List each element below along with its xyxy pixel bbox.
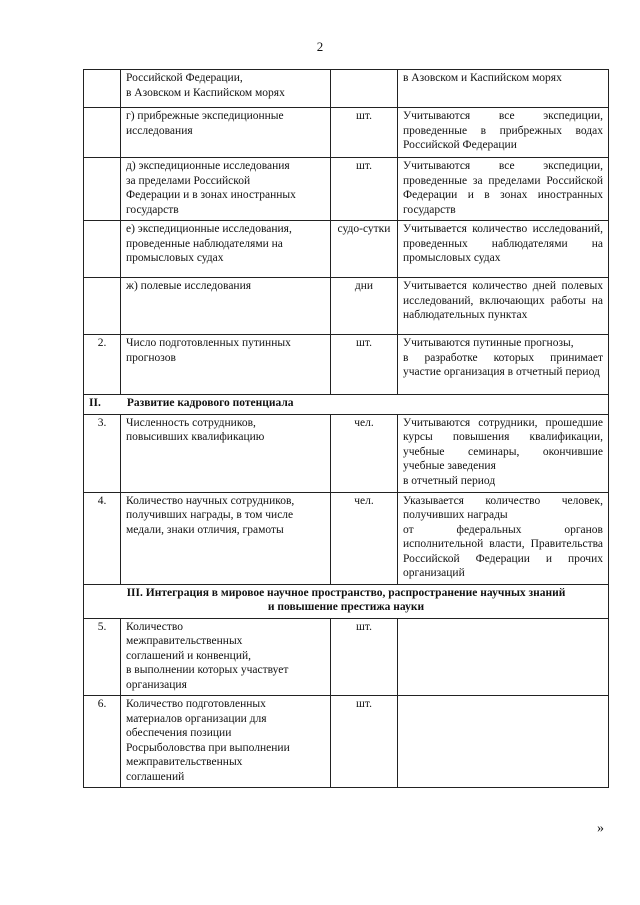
- indicator-name-line: Федерации и в зонах иностранных: [126, 189, 296, 201]
- indicator-description: [398, 618, 609, 696]
- indicator-description-text: Учитываются все экспедиции, проведенные за пределами Российской Федерации и в зонах иностранных государств: [403, 160, 603, 216]
- indicator-name-line: Росрыболовства при выполнении: [126, 741, 290, 754]
- indicator-name-line: в выполнении которых участвует: [126, 664, 289, 676]
- table-row: [84, 618, 609, 696]
- unit-of-measure: чел.: [331, 414, 398, 492]
- indicator-name-line: соглашений и конвенций,: [126, 649, 252, 662]
- indicator-name-line: е) экспедиционные исследования,: [126, 223, 292, 235]
- indicator-name: [121, 70, 331, 108]
- indicator-description-text: Учитывается количество дней полевых исследований, включающих работы на наблюдательных пунктах: [403, 280, 603, 321]
- indicator-description-text: Учитываются путинные прогнозы,: [403, 337, 574, 349]
- unit-of-measure: дни: [331, 278, 398, 335]
- table-row: [84, 278, 609, 335]
- table-row: [84, 158, 609, 221]
- indicator-name-line: соглашений: [126, 770, 185, 783]
- indicator-description: [398, 158, 609, 221]
- indicator-name: [121, 618, 331, 696]
- indicator-name: [121, 414, 331, 492]
- indicator-description-text: Учитываются сотрудники, прошедшие курсы повышения квалификации, учебные семинары, окончившие учебные заведения: [403, 416, 603, 472]
- indicator-description: [398, 108, 609, 158]
- unit-of-measure: шт.: [331, 618, 398, 696]
- row-number: [84, 278, 121, 335]
- indicator-description-text: Указывается количество человек, получивших награды: [403, 494, 603, 521]
- row-number: 4.: [84, 492, 121, 584]
- indicator-description: [398, 221, 609, 278]
- indicators-table: [83, 69, 609, 788]
- indicator-name: [121, 108, 331, 158]
- section-2-roman: II.: [89, 397, 101, 409]
- indicator-name-line: межправительственных: [126, 756, 243, 768]
- table-body-mid: [84, 414, 609, 584]
- indicator-name-line: Численность сотрудников,: [126, 416, 256, 429]
- table-row: [84, 221, 609, 278]
- indicator-description: [398, 696, 609, 788]
- closing-quote-mark: »: [597, 821, 604, 836]
- indicator-name-line: д) экспедиционные исследования: [126, 160, 290, 172]
- indicator-name-line: г) прибрежные экспедиционные: [126, 110, 284, 122]
- indicator-description-text: в Азовском и Каспийском морях: [403, 72, 562, 84]
- indicator-name-line: Количество научных сотрудников,: [126, 494, 295, 507]
- indicator-name: [121, 696, 331, 788]
- table-body-top: [84, 70, 609, 395]
- indicator-description-text: в отчетный период: [403, 474, 496, 487]
- indicator-description-text: Учитываются все экспедиции, проведенные в прибрежных водах Российской Федерации: [403, 110, 603, 151]
- section-2-title: Развитие кадрового потенциала: [126, 397, 294, 409]
- indicator-name-line: Российской Федерации,: [126, 72, 243, 84]
- unit-of-measure: [331, 70, 398, 108]
- row-number: 3.: [84, 414, 121, 492]
- indicator-name-line: промысловых судах: [126, 252, 224, 264]
- indicator-name-line: проведенные наблюдателями на: [126, 237, 283, 250]
- row-number: 2.: [84, 335, 121, 395]
- indicator-name-line: получивших награды, в том числе: [126, 509, 294, 521]
- indicator-description-text: Учитывается количество исследований, проведенных наблюдателями на промысловых судах: [403, 223, 603, 264]
- indicator-name: [121, 158, 331, 221]
- row-number: 5.: [84, 618, 121, 696]
- indicator-name-line: организация: [126, 678, 187, 691]
- table-row: [84, 70, 609, 108]
- row-number: [84, 70, 121, 108]
- indicator-name-line: обеспечения позиции: [126, 727, 232, 739]
- row-number: [84, 158, 121, 221]
- table-body-bottom: [84, 618, 609, 788]
- indicator-name-line: исследования: [126, 124, 193, 137]
- row-number: 6.: [84, 696, 121, 788]
- indicator-description: [398, 70, 609, 108]
- indicator-description-text: в разработке которых принимает участие организация в отчетный период: [403, 351, 603, 378]
- table-row: [84, 414, 609, 492]
- indicator-name-line: Число подготовленных путинных: [126, 337, 291, 349]
- indicator-name-line: государств: [126, 203, 179, 216]
- unit-of-measure: судо-сутки: [331, 221, 398, 278]
- table-row: [84, 108, 609, 158]
- indicator-name-line: Количество: [126, 620, 183, 633]
- section-3-title-line1: III. Интеграция в мировое научное пространство, распространение научных знаний: [126, 586, 566, 599]
- indicator-name-line: материалов организации для: [126, 712, 267, 725]
- indicator-name-line: в Азовском и Каспийском морях: [126, 86, 285, 99]
- indicator-name-line: Количество подготовленных: [126, 698, 266, 710]
- indicator-description: [398, 492, 609, 584]
- indicator-description: [398, 414, 609, 492]
- indicator-description: [398, 278, 609, 335]
- section-2-header: [84, 395, 609, 415]
- indicator-name-line: медали, знаки отличия, грамоты: [126, 523, 284, 536]
- section-3-title-line2: и повышение престижа науки: [267, 601, 425, 613]
- row-number: [84, 108, 121, 158]
- indicator-name-line: межправительственных: [126, 635, 243, 647]
- page-number: 2: [316, 39, 324, 54]
- row-number: [84, 221, 121, 278]
- unit-of-measure: шт.: [331, 696, 398, 788]
- indicator-description: [398, 335, 609, 395]
- indicator-name: [121, 278, 331, 335]
- table-row: [84, 335, 609, 395]
- indicator-name-line: прогнозов: [126, 351, 176, 364]
- indicator-name-line: за пределами Российской: [126, 174, 251, 187]
- indicator-name: [121, 221, 331, 278]
- indicator-name-line: повысивших квалификацию: [126, 431, 265, 443]
- indicator-name: [121, 492, 331, 584]
- unit-of-measure: чел.: [331, 492, 398, 584]
- unit-of-measure: шт.: [331, 108, 398, 158]
- indicator-name-line: ж) полевые исследования: [126, 280, 252, 292]
- indicator-description-text: от федеральных органов исполнительной власти, Правительства Российской Федерации и прочих организаций: [403, 523, 603, 579]
- table-row: [84, 492, 609, 584]
- unit-of-measure: шт.: [331, 158, 398, 221]
- table-row: [84, 696, 609, 788]
- indicator-name: [121, 335, 331, 395]
- section-3-header: [84, 584, 609, 618]
- unit-of-measure: шт.: [331, 335, 398, 395]
